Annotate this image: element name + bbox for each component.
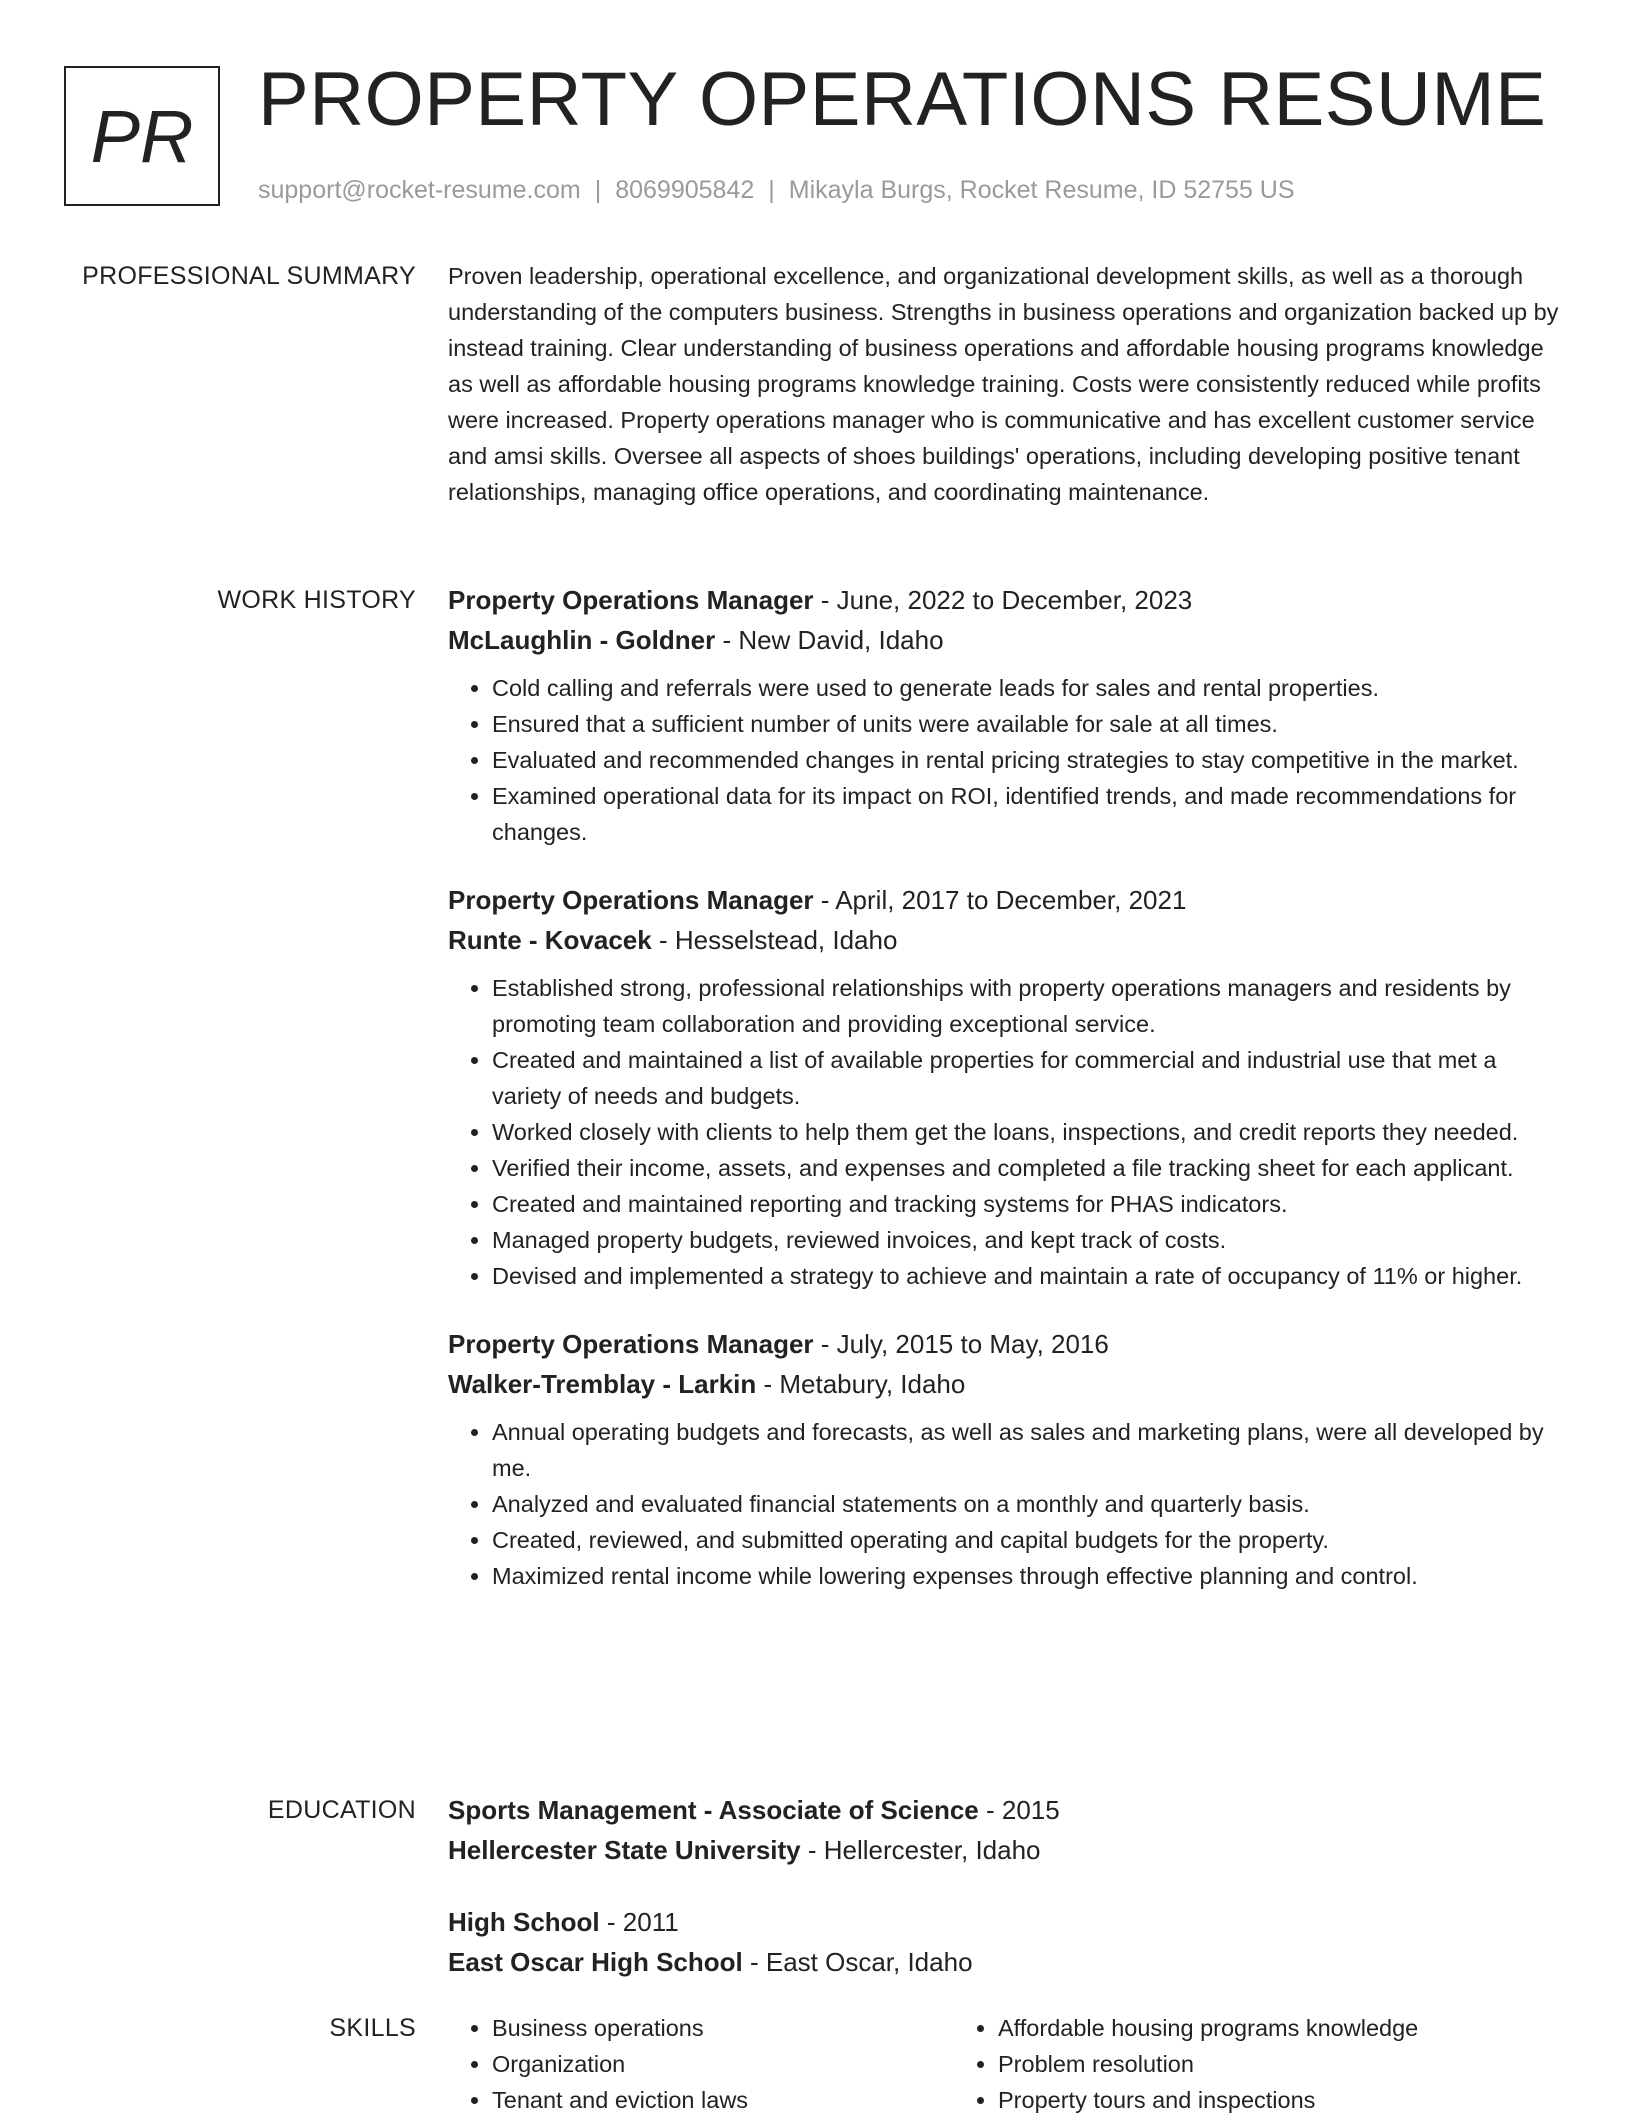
education-degree-line bbox=[448, 1902, 1568, 1942]
job-title: Property Operations Manager bbox=[448, 585, 814, 615]
education-entry bbox=[448, 1790, 1568, 1870]
job-title-line bbox=[448, 580, 1568, 620]
contact-separator: | bbox=[768, 176, 775, 204]
job-bullet: • Verified their income, assets, and expenses and completed a file tracking sheet for each applicant. bbox=[492, 1150, 1568, 1186]
job-dates: - June, 2022 to December, 2023 bbox=[813, 585, 1193, 615]
education-degree: High School bbox=[448, 1907, 600, 1937]
education-school-line bbox=[448, 1942, 1568, 1982]
job-company: Runte - Kovacek bbox=[448, 925, 652, 955]
job-bullet: • Examined operational data for its impact on ROI, identified trends, and made recommendations for changes. bbox=[492, 778, 1568, 850]
job-bullet: • Created and maintained reporting and tracking systems for PHAS indicators. bbox=[492, 1186, 1568, 1222]
education-location: - Hellercester, Idaho bbox=[800, 1835, 1041, 1865]
job-bullet: • Maximized rental income while lowering expenses through effective planning and control. bbox=[492, 1558, 1568, 1594]
job-bullet: • Devised and implemented a strategy to achieve and maintain a rate of occupancy of 11% or higher. bbox=[492, 1258, 1568, 1294]
section-label-summary: PROFESSIONAL SUMMARY bbox=[82, 262, 416, 290]
job-company-line bbox=[448, 920, 1568, 960]
skill-item: • Affordable housing programs knowledge bbox=[998, 2010, 1460, 2046]
education-school: East Oscar High School bbox=[448, 1947, 743, 1977]
job-bullet: • Annual operating budgets and forecasts, as well as sales and marketing plans, were all developed by me. bbox=[492, 1414, 1568, 1486]
job-bullet: • Evaluated and recommended changes in rental pricing strategies to stay competitive in the market. bbox=[492, 742, 1568, 778]
skill-item: • Problem resolution bbox=[998, 2046, 1460, 2082]
job-company-line bbox=[448, 620, 1568, 660]
job-title: Property Operations Manager bbox=[448, 1329, 814, 1359]
education-year: - 2015 bbox=[978, 1795, 1060, 1825]
job-bullet: • Ensured that a sufficient number of units were available for sale at all times. bbox=[492, 706, 1568, 742]
job-title-line bbox=[448, 1324, 1568, 1364]
education-school: Hellercester State University bbox=[448, 1835, 801, 1865]
job-location: - Metabury, Idaho bbox=[756, 1369, 966, 1399]
contact-separator: | bbox=[594, 176, 602, 204]
education-degree-line bbox=[448, 1790, 1568, 1830]
skills-list-right bbox=[954, 2010, 1460, 2118]
job-company-line bbox=[448, 1364, 1568, 1404]
skills-columns bbox=[448, 2010, 1568, 2118]
job-dates: - April, 2017 to December, 2021 bbox=[813, 885, 1187, 915]
education-entry bbox=[448, 1902, 1568, 1982]
job-dates: - July, 2015 to May, 2016 bbox=[813, 1329, 1109, 1359]
job-bullet: • Cold calling and referrals were used to generate leads for sales and rental properties. bbox=[492, 670, 1568, 706]
skills-list-left bbox=[448, 2010, 954, 2118]
job-bullet: • Analyzed and evaluated financial statements on a monthly and quarterly basis. bbox=[492, 1486, 1568, 1522]
education-location: - East Oscar, Idaho bbox=[742, 1947, 973, 1977]
job-company: Walker-Tremblay - Larkin bbox=[448, 1369, 757, 1399]
skill-item: • Property tours and inspections bbox=[998, 2082, 1460, 2118]
contact-address: Mikayla Burgs, Rocket Resume, ID 52755 US bbox=[788, 176, 1295, 204]
contact-line bbox=[258, 176, 1295, 205]
summary-text: Proven leadership, operational excellence, and organizational development skills, as well as a thorough understanding of the computers business. Strengths in business operations and organization backed up by instead training. Clear understanding of business operations and affordable housing programs knowledge as well as affordable housing programs knowledge training. Costs were consistently reduced while profits were increased. Property operations manager who is communicative and has excellent customer service and amsi skills. Oversee all aspects of shoes buildings' operations, including developing positive tenant relationships, managing office operations, and coordinating maintenance. bbox=[448, 263, 1559, 505]
job-bullets bbox=[448, 670, 1568, 850]
skill-item: • Tenant and eviction laws bbox=[492, 2082, 954, 2118]
contact-phone: 8069905842 bbox=[615, 176, 755, 204]
section-label-work-history: WORK HISTORY bbox=[217, 586, 416, 614]
education-school-line bbox=[448, 1830, 1568, 1870]
job-entry bbox=[448, 880, 1568, 1294]
job-entry bbox=[448, 580, 1568, 850]
skills-content bbox=[448, 2010, 1568, 2118]
job-bullets bbox=[448, 1414, 1568, 1594]
education-content bbox=[448, 1790, 1568, 2014]
section-label-education: EDUCATION bbox=[267, 1796, 416, 1824]
education-degree: Sports Management - Associate of Science bbox=[448, 1795, 979, 1825]
work-history-content bbox=[448, 580, 1568, 1624]
resume-title: PROPERTY OPERATIONS RESUME bbox=[258, 57, 1547, 142]
job-company: McLaughlin - Goldner bbox=[448, 625, 716, 655]
job-bullet: • Established strong, professional relationships with property operations managers and residents by promoting team collaboration and providing exceptional service. bbox=[492, 970, 1568, 1042]
job-bullet: • Managed property budgets, reviewed invoices, and kept track of costs. bbox=[492, 1222, 1568, 1258]
job-location: - Hesselstead, Idaho bbox=[651, 925, 898, 955]
job-bullets bbox=[448, 970, 1568, 1294]
job-title: Property Operations Manager bbox=[448, 885, 814, 915]
summary-content bbox=[448, 258, 1568, 510]
skill-item: • Organization bbox=[492, 2046, 954, 2082]
job-bullet: • Worked closely with clients to help them get the loans, inspections, and credit reports they needed. bbox=[492, 1114, 1568, 1150]
job-bullet: • Created, reviewed, and submitted operating and capital budgets for the property. bbox=[492, 1522, 1568, 1558]
contact-email: support@rocket-resume.com bbox=[258, 176, 581, 204]
resume-header bbox=[0, 0, 1632, 230]
section-label-skills: SKILLS bbox=[329, 2014, 416, 2042]
skill-item: • Business operations bbox=[492, 2010, 954, 2046]
job-entry bbox=[448, 1324, 1568, 1594]
education-year: - 2011 bbox=[599, 1907, 679, 1937]
monogram-logo: PR bbox=[64, 66, 220, 206]
job-bullet: • Created and maintained a list of available properties for commercial and industrial use that met a variety of needs and budgets. bbox=[492, 1042, 1568, 1114]
job-title-line bbox=[448, 880, 1568, 920]
job-location: - New David, Idaho bbox=[715, 625, 944, 655]
